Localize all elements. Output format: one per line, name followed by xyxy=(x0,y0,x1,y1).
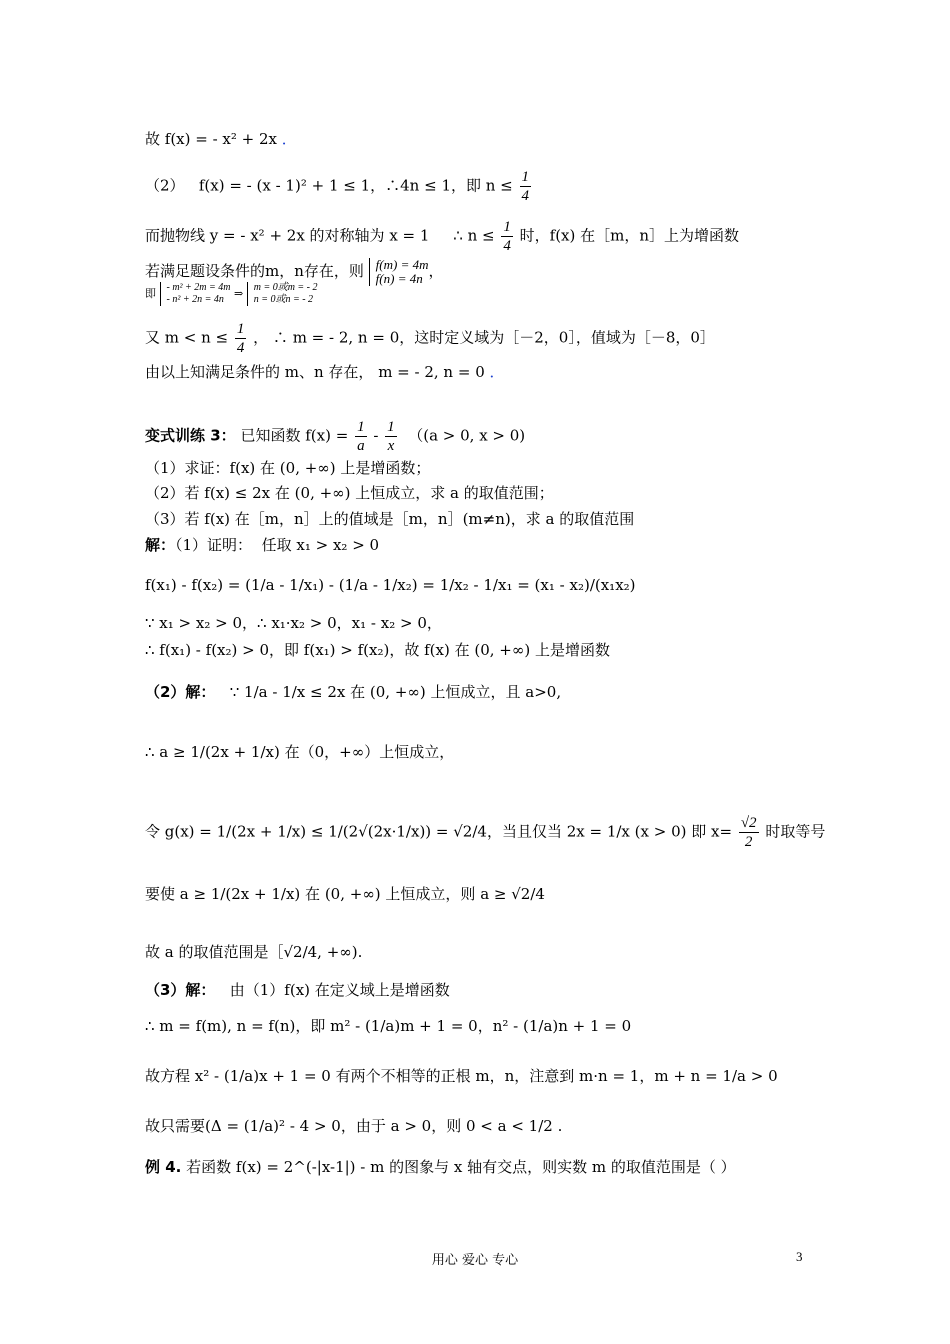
text-line-5: 即 - m² + 2m = 4m - n² + 2n = 4n ⇒ m = 0或m = - 2 n = 0或n = - 2 xyxy=(145,282,318,305)
solution-2-step-2: 令 g(x) = 1/(2x + 1/x) ≤ 1/(2√(2x·1/x)) = √2/4，当且仅当 2x = 1/x (x > 0) 即 x= $\frac{√2}{2}$ 时取等号 xyxy=(145,815,826,850)
solution-1-step-2: ∵ x₁ > x₂ > 0，∴ x₁·x₂ > 0，x₁ - x₂ > 0， xyxy=(145,614,442,632)
fraction: $\frac{1}{4}$ xyxy=(236,321,245,356)
equation-system: m = 0或m = - 2 n = 0或n = - 2 xyxy=(247,282,318,306)
fraction: $\frac{1}{4}$ xyxy=(503,219,511,254)
solution-1-step-1: f(x₁) - f(x₂) = (1/a - 1/x₁) - (1/a - 1/x₂) = 1/x₂ - 1/x₁ = (x₁ - x₂)/(x₁x₂) xyxy=(145,576,636,594)
page-number: 3 xyxy=(796,1249,803,1264)
equation-system: f(m) = 4m f(n) = 4n xyxy=(369,258,429,286)
text-line-3: 而抛物线 y = - x² + 2x 的对称轴为 x = 1 ∴ n ≤ $\frac{1}{4}$ 时，f(x) 在［m，n］上为增函数 xyxy=(145,219,740,254)
solution-3-step-1: ∴ m = f(m), n = f(n)，即 m² - (1/a)m + 1 = 0，n² - (1/a)n + 1 = 0 xyxy=(145,1017,632,1035)
example-4: 例 4. 若函数 f(x) = 2^(-|x-1|) - m 的图象与 x 轴有交点，则实数 m 的取值范围是（ ） xyxy=(145,1158,736,1176)
variant-q3: （3）若 f(x) 在［m，n］上的值域是［m，n］(m≠n)，求 a 的取值范围 xyxy=(145,510,635,528)
text-line-6: 又 m < n ≤ $\frac{1}{4}$ ， ∴ m = - 2, n = 0，这时定义域为［－2，0］，值域为［－8，0］ xyxy=(145,321,715,356)
solution-2-step-1: ∴ a ≥ 1/(2x + 1/x) 在（0，+∞）上恒成立， xyxy=(145,743,455,761)
solution-2-step-3: 要使 a ≥ 1/(2x + 1/x) 在 (0, +∞) 上恒成立，则 a ≥ √2/4 xyxy=(145,885,545,903)
solution-1-header: 解：（1）证明： 任取 x₁ > x₂ > 0 xyxy=(145,536,380,554)
fraction: $\frac{1}{x}$ xyxy=(387,419,395,454)
link-marker[interactable]: ． xyxy=(489,363,505,381)
text-line-4: 若满足题设条件的m，n存在，则 f(m) = 4m f(n) = 4n ， xyxy=(145,257,444,286)
variant-intro: 变式训练 3： 已知函数 f(x) = $\frac{1}{a}$ - $\frac{1}{x}$ （(a > 0, x > 0) xyxy=(145,419,526,454)
footer-text: 用心 爱心 专心 xyxy=(431,1253,519,1268)
solution-2-result: 故 a 的取值范围是［√2/4, +∞). xyxy=(145,943,363,961)
link-marker[interactable]: ． xyxy=(281,130,297,148)
text-line-7: 由以上知满足条件的 m、n 存在， m = - 2, n = 0 ． xyxy=(145,363,505,381)
solution-2-header: （2）解： ∵ 1/a - 1/x ≤ 2x 在 (0, +∞) 上恒成立，且 a>0, xyxy=(145,683,562,701)
fraction: $\frac{1}{4}$ xyxy=(521,169,530,204)
solution-1-step-3: ∴ f(x₁) - f(x₂) > 0，即 f(x₁) > f(x₂)，故 f(x) 在 (0, +∞) 上是增函数 xyxy=(145,641,610,659)
variant-q1: （1）求证：f(x) 在 (0, +∞) 上是增函数； xyxy=(145,459,431,477)
text-line-1: 故 f(x) = - x² + 2x ． xyxy=(145,130,297,148)
variant-q2: （2）若 f(x) ≤ 2x 在 (0, +∞) 上恒成立，求 a 的取值范围； xyxy=(145,484,554,502)
solution-3-step-2: 故方程 x² - (1/a)x + 1 = 0 有两个不相等的正根 m，n，注意到 m·n = 1，m + n = 1/a > 0 xyxy=(145,1067,778,1085)
solution-3-step-3: 故只需要(Δ = (1/a)² - 4 > 0，由于 a > 0，则 0 < a < 1/2 . xyxy=(145,1117,563,1135)
solution-3-header: （3）解： 由（1）f(x) 在定义域上是增函数 xyxy=(145,981,450,999)
equation-system: - m² + 2m = 4m - n² + 2n = 4n xyxy=(160,282,231,306)
fraction: $\frac{√2}{2}$ xyxy=(740,815,757,850)
fraction: $\frac{1}{a}$ xyxy=(357,419,365,454)
text-line-2: （2） f(x) = - (x - 1)² + 1 ≤ 1，∴4n ≤ 1，即 n ≤ $\frac{1}{4}$ xyxy=(145,169,530,204)
